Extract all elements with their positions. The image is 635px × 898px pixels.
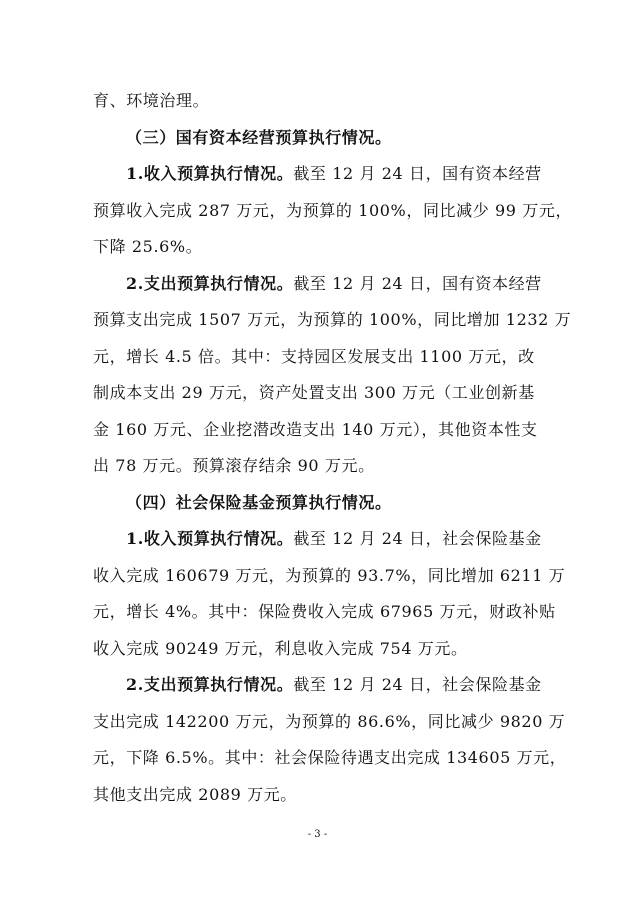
- paragraph-line: 2.支出预算执行情况。截至 12 月 24 日，社会保险基金: [126, 675, 542, 694]
- paragraph-line: 元，增长 4%。其中：保险费收入完成 67965 万元，财政补贴: [93, 602, 556, 621]
- paragraph-line: 收入完成 90249 万元，利息收入完成 754 万元。: [93, 638, 468, 658]
- paragraph-line: 制成本支出 29 万元，资产处置支出 300 万元（工业创新基: [93, 383, 535, 402]
- paragraph-line: 出 78 万元。预算滚存结余 90 万元。: [93, 456, 375, 475]
- paragraph-lead: 2.支出预算执行情况。: [126, 273, 294, 293]
- paragraph-line: 元，下降 6.5%。其中：社会保险待遇支出完成 134605 万元，: [93, 748, 567, 767]
- paragraph-line: 预算支出完成 1507 万元，为预算的 100%，同比增加 1232 万: [93, 310, 572, 329]
- page-number: - 3 -: [307, 829, 328, 840]
- paragraph-line: 下降 25.6%。: [93, 237, 203, 256]
- paragraph-line: 支出完成 142200 万元，为预算的 86.6%，同比减少 9820 万: [93, 711, 566, 731]
- paragraph-lead: 2.支出预算执行情况。: [126, 675, 294, 694]
- section-heading-state-capital: （三）国有资本经营预算执行情况。: [126, 127, 392, 147]
- paragraph-line: 金 160 万元、企业挖潜改造支出 140 万元），其他资本性支: [93, 419, 538, 439]
- section-heading-social-insurance: （四）社会保险基金预算执行情况。: [126, 492, 392, 512]
- paragraph-line: 育、环境治理。: [93, 91, 210, 110]
- paragraph-line: 元，增长 4.5 倍。其中：支持园区发展支出 1100 万元，改: [93, 346, 535, 366]
- paragraph-line: 1.收入预算执行情况。截至 12 月 24 日，社会保险基金: [126, 529, 542, 548]
- paragraph-line: 1.收入预算执行情况。截至 12 月 24 日，国有资本经营: [126, 164, 542, 183]
- paragraph-line: 预算收入完成 287 万元，为预算的 100%，同比减少 99 万元，: [93, 200, 573, 220]
- paragraph-lead: 1.收入预算执行情况。: [126, 529, 294, 548]
- paragraph-line: 其他支出完成 2089 万元。: [93, 784, 297, 804]
- paragraph-line: 收入完成 160679 万元，为预算的 93.7%，同比增加 6211 万: [93, 565, 566, 585]
- paragraph-lead: 1.收入预算执行情况。: [126, 164, 294, 183]
- document-body: [93, 83, 573, 813]
- paragraph-line: 2.支出预算执行情况。截至 12 月 24 日，国有资本经营: [126, 273, 542, 293]
